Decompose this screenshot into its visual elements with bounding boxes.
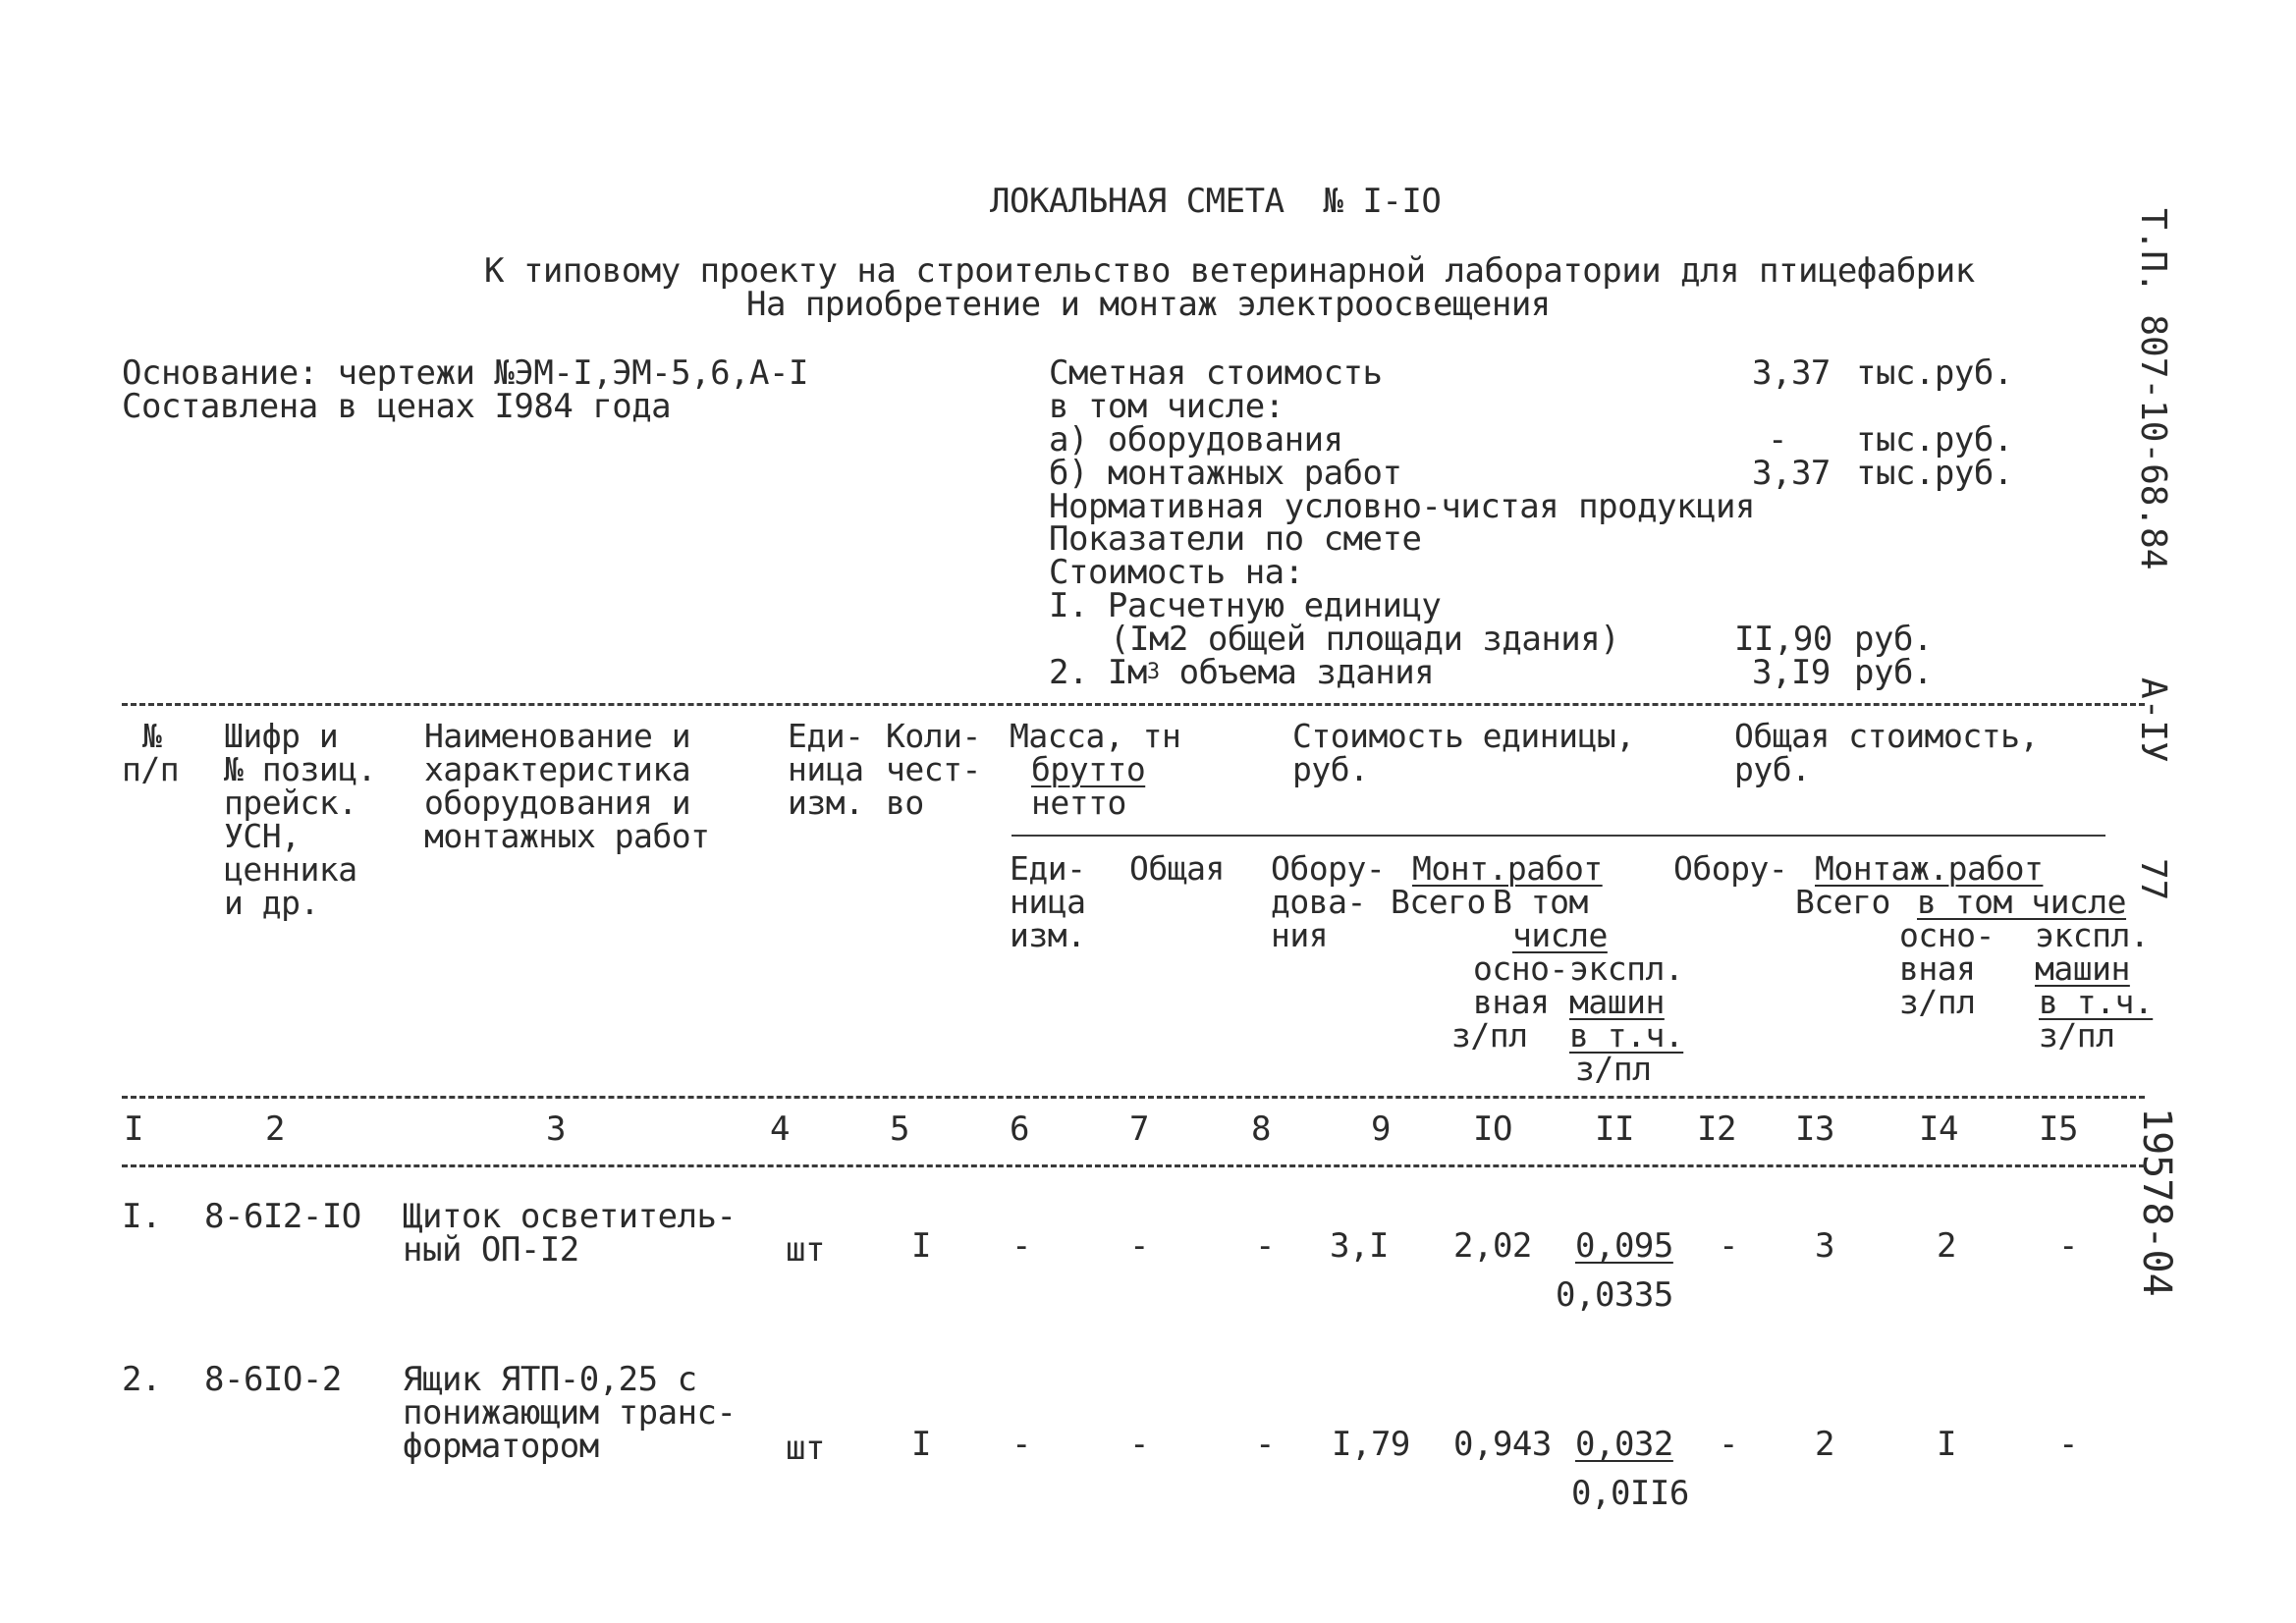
basis-drawings: Основание: чертежи №ЭМ-I,ЭМ-5,6,А-I <box>122 353 808 393</box>
col-number-3: 3 <box>546 1109 566 1149</box>
side-page-number: 77 <box>2133 858 2173 901</box>
col-number-12: I2 <box>1697 1109 1736 1149</box>
row1-qty: I <box>911 1226 931 1266</box>
subtitle-purpose: На приобретение и монтаж электроосвещения <box>746 285 1551 324</box>
row2-c10: 0,943 <box>1453 1425 1552 1464</box>
row2-c11: 0,032 <box>1575 1425 1673 1464</box>
mach-header-line3: в т.ч. <box>1569 1016 1684 1055</box>
row1-c12: - <box>1719 1226 1738 1266</box>
cost-on-label: Стоимость на: <box>1049 553 1304 592</box>
unit-cost-currency: руб. <box>1292 750 1369 788</box>
row2-c13: 2 <box>1815 1425 1834 1464</box>
volume-label <box>1049 653 1435 692</box>
volume-value: 3,I9 <box>1752 653 1831 692</box>
col3-header-line2: характеристика <box>424 750 691 788</box>
row2-c11-secondary: 0,0II6 <box>1571 1474 1689 1513</box>
mass-unit-header-line3: изм. <box>1010 916 1086 954</box>
row2-c14: I <box>1937 1425 1956 1464</box>
col-number-5: 5 <box>890 1109 909 1149</box>
row2-number: 2. <box>122 1360 161 1399</box>
col3-header-line3: оборудования и <box>424 784 691 822</box>
col-number-9: 9 <box>1371 1109 1391 1149</box>
col-number-14: I4 <box>1919 1109 1958 1149</box>
area-note: (Iм2 общей площади здания) <box>1110 620 1620 659</box>
table-subheader-rule <box>1011 835 2105 837</box>
row1-name-line1: Щиток осветитель- <box>403 1197 737 1236</box>
calc-unit-label: I. Расчетную единицу <box>1049 586 1442 625</box>
row2-name-line3: форматором <box>403 1427 599 1466</box>
subtitle-project: К типовому проекту на строительство ветеринарной лаборатории для птицефабрик <box>484 251 1975 291</box>
mass-unit-header-line2: ница <box>1010 883 1086 921</box>
row1-code: 8-6I2-IO <box>204 1197 361 1236</box>
basic2-header-line2: вная <box>1899 949 1976 988</box>
row1-c6: - <box>1011 1226 1031 1266</box>
col2-header-line6: и др. <box>224 884 319 922</box>
mont2-all-header: Всего <box>1795 883 1890 921</box>
mach2-header-line2: машин <box>2035 949 2130 988</box>
col1-header-line1: № <box>142 717 162 755</box>
basic-header-line1: осно- <box>1473 949 1568 988</box>
col5-header-line1: Коли- <box>886 717 981 755</box>
row2-qty: I <box>911 1425 931 1464</box>
col5-header-line3: во <box>886 784 924 822</box>
total-cost-header: Общая стоимость, <box>1734 717 2039 755</box>
col2-header-line1: Шифр и <box>224 717 339 755</box>
row1-c9: 3,I <box>1330 1226 1389 1266</box>
including-label: в том числе: <box>1049 387 1285 426</box>
document-title: ЛОКАЛЬНАЯ СМЕТА № I-IO <box>990 182 1442 221</box>
mach2-header-line1: экспл. <box>2035 916 2150 954</box>
mont-works-header: Монт.работ <box>1412 849 1603 888</box>
col4-header-line3: изм. <box>788 784 864 822</box>
basic-header-line2: вная <box>1473 983 1550 1021</box>
equipment-unit: тыс.руб. <box>1856 420 2013 460</box>
row2-name-line2: понижающим транс- <box>403 1393 737 1433</box>
row1-c11-secondary: 0,0335 <box>1556 1275 1673 1315</box>
volume-unit: руб. <box>1854 653 1933 692</box>
volume-prefix: 2. Iм <box>1049 653 1147 692</box>
row1-unit: шт <box>786 1230 825 1270</box>
col3-header-line1: Наименование и <box>424 717 691 755</box>
row1-c13: 3 <box>1815 1226 1834 1266</box>
table-top-rule <box>122 703 2145 706</box>
col-number-11: II <box>1595 1109 1634 1149</box>
row2-code: 8-6IO-2 <box>204 1360 342 1399</box>
installation-unit: тыс.руб. <box>1856 454 2013 493</box>
row1-name-line2: ный ОП-I2 <box>403 1230 579 1270</box>
total-cost-value: 3,37 <box>1752 353 1831 393</box>
equip-header-line3: ния <box>1271 916 1329 954</box>
col-number-10: IO <box>1473 1109 1512 1149</box>
volume-suffix: объема здания <box>1159 653 1435 692</box>
mach-header-line2: машин <box>1569 983 1665 1021</box>
area-value: II,90 <box>1734 620 1832 659</box>
row1-c10: 2,02 <box>1453 1226 1532 1266</box>
equip-header-line1: Обору- <box>1271 849 1386 888</box>
unit-cost-header: Стоимость единицы, <box>1292 717 1635 755</box>
normative-product-label: Нормативная условно-чистая продукция <box>1049 487 1755 526</box>
row1-c7: - <box>1129 1226 1149 1266</box>
mont2-works-header: Монтаж.работ <box>1815 849 2044 888</box>
incl2-header: в том числе <box>1917 883 2127 921</box>
basic2-header-line3: з/пл <box>1899 983 1976 1021</box>
row1-number: I. <box>122 1197 161 1236</box>
basis-prices-year: Составлена в ценах I984 года <box>122 387 672 426</box>
mass-total-header: Общая <box>1129 849 1225 888</box>
row2-name-line1: Ящик ЯТП-0,25 с <box>403 1360 697 1399</box>
installation-value: 3,37 <box>1752 454 1831 493</box>
mach2-header-line4: з/пл <box>2039 1016 2115 1055</box>
row1-c14: 2 <box>1937 1226 1956 1266</box>
incl-header-line2: числе <box>1512 916 1608 954</box>
row2-c9: I,79 <box>1332 1425 1410 1464</box>
row1-c11: 0,095 <box>1575 1226 1673 1266</box>
col3-header-line4: монтажных работ <box>424 817 710 855</box>
equip-header-line2: дова- <box>1271 883 1366 921</box>
col4-header-line1: Еди- <box>788 717 864 755</box>
col2-header-line3: прейск. <box>224 784 357 822</box>
row1-c8: - <box>1255 1226 1275 1266</box>
equipment-label: а) оборудования <box>1049 420 1343 460</box>
basic2-header-line1: осно- <box>1899 916 1995 954</box>
row2-c8: - <box>1255 1425 1275 1464</box>
column-numbers-bottom-rule <box>122 1164 2145 1167</box>
col5-header-line2: чест- <box>886 750 981 788</box>
row2-c12: - <box>1719 1425 1738 1464</box>
area-unit: руб. <box>1854 620 1933 659</box>
mass-header: Масса, тн <box>1010 717 1181 755</box>
mach-header-line4: з/пл <box>1575 1050 1652 1088</box>
mach-header-line1: экспл. <box>1569 949 1684 988</box>
col-number-4: 4 <box>770 1109 790 1149</box>
col1-header-line2: п/п <box>122 750 180 788</box>
incl-header-line1: В том <box>1493 883 1588 921</box>
mont-all-header: Всего <box>1391 883 1486 921</box>
indicators-label: Показатели по смете <box>1049 519 1422 559</box>
col-number-15: I5 <box>2039 1109 2078 1149</box>
col-number-2: 2 <box>265 1109 285 1149</box>
total-cost-label: Сметная стоимость <box>1049 353 1383 393</box>
col-number-13: I3 <box>1795 1109 1834 1149</box>
row1-c15: - <box>2058 1226 2078 1266</box>
col2-header-line5: ценника <box>224 850 357 889</box>
col-number-1: I <box>124 1109 143 1149</box>
mass-net-header: нетто <box>1031 784 1126 822</box>
total-cost-currency: руб. <box>1734 750 1811 788</box>
row2-c15: - <box>2058 1425 2078 1464</box>
row2-unit: шт <box>786 1429 825 1468</box>
side-album-code: А-IУ <box>2133 677 2173 763</box>
col4-header-line2: ница <box>788 750 864 788</box>
installation-label: б) монтажных работ <box>1049 454 1402 493</box>
volume-superscript: 3 <box>1146 660 1160 684</box>
table-header-bottom-rule <box>122 1096 2145 1099</box>
row2-c6: - <box>1011 1425 1031 1464</box>
col2-header-line2: № позиц. <box>224 750 376 788</box>
mass-unit-header-line1: Еди- <box>1010 849 1086 888</box>
side-document-number: 19578-04 <box>2134 1108 2179 1297</box>
col2-header-line4: УСН, <box>224 817 301 855</box>
col-number-6: 6 <box>1010 1109 1029 1149</box>
col-number-7: 7 <box>1129 1109 1149 1149</box>
side-project-code: Т.П. 807-10-68.84 <box>2133 208 2173 570</box>
equip2-header: Обору- <box>1673 849 1788 888</box>
total-cost-unit: тыс.руб. <box>1856 353 2013 393</box>
equipment-value: - <box>1768 420 1787 460</box>
row2-c7: - <box>1129 1425 1149 1464</box>
col-number-8: 8 <box>1251 1109 1271 1149</box>
mass-gross-header: брутто <box>1031 750 1146 788</box>
basic-header-line3: з/пл <box>1451 1016 1528 1055</box>
mach2-header-line3: в т.ч. <box>2039 983 2154 1021</box>
